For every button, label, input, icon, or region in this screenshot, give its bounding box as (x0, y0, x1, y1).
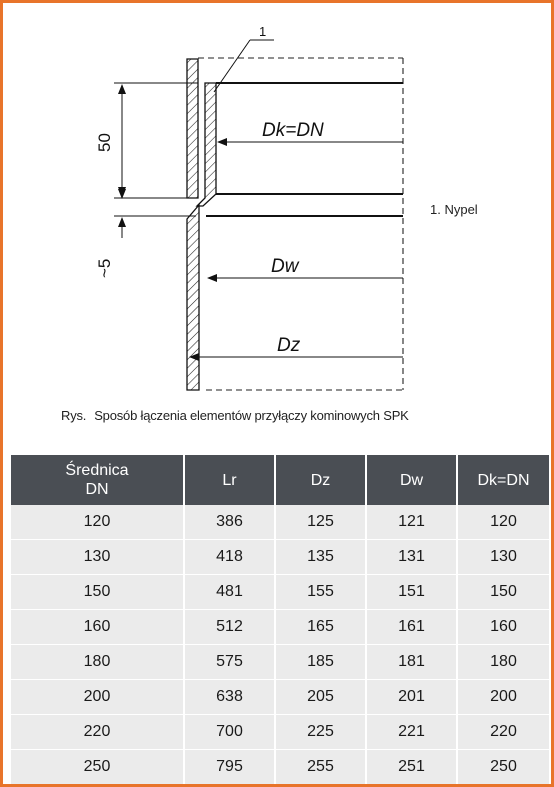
connection-diagram (6, 6, 554, 446)
header-dz: Dz (276, 455, 367, 505)
header-diameter-dn (11, 455, 185, 505)
callout-leader (214, 40, 274, 92)
cell-dk: 160 (458, 609, 549, 644)
cell-dk: 150 (458, 574, 549, 609)
cell-dz: 155 (276, 574, 367, 609)
dimension-50-label: 50 (95, 133, 114, 152)
cell-dn: 180 (11, 644, 185, 679)
caption-prefix: Rys. (61, 408, 87, 423)
table-row (11, 644, 549, 679)
cell-dn: 250 (11, 749, 185, 784)
cell-lr: 700 (185, 714, 276, 749)
cell-lr: 795 (185, 749, 276, 784)
cell-dn: 200 (11, 679, 185, 714)
cell-dn: 220 (11, 714, 185, 749)
callout-number: 1 (259, 24, 267, 39)
cell-dk: 180 (458, 644, 549, 679)
cell-dn: 150 (11, 574, 185, 609)
cell-dw: 131 (367, 539, 458, 574)
cell-dk: 200 (458, 679, 549, 714)
cell-dk: 220 (458, 714, 549, 749)
dimension-lines (114, 83, 198, 238)
cell-dw: 221 (367, 714, 458, 749)
cell-dz: 125 (276, 505, 367, 539)
lower-dashed-outline (206, 208, 403, 390)
outer-pipe-wall (187, 59, 198, 198)
legend-nypel: 1. Nypel (430, 202, 478, 217)
cell-dk: 250 (458, 749, 549, 784)
cell-dz: 165 (276, 609, 367, 644)
figure-caption (61, 408, 409, 423)
cell-dw: 161 (367, 609, 458, 644)
cell-dn: 130 (11, 539, 185, 574)
dk-dn-label: Dk=DN (262, 120, 324, 141)
cell-lr: 386 (185, 505, 276, 539)
pipe-edges (206, 83, 403, 216)
cell-dk: 130 (458, 539, 549, 574)
header-dn-label: DN (85, 481, 109, 498)
cell-dz: 255 (276, 749, 367, 784)
cell-dz: 135 (276, 539, 367, 574)
cell-lr: 512 (185, 609, 276, 644)
header-dk-dn: Dk=DN (458, 455, 549, 505)
cell-lr: 575 (185, 644, 276, 679)
cell-dz: 185 (276, 644, 367, 679)
header-lr: Lr (185, 455, 276, 505)
cell-dz: 205 (276, 679, 367, 714)
cell-lr: 418 (185, 539, 276, 574)
table-header-row (11, 455, 549, 505)
dw-label: Dw (271, 256, 299, 277)
cell-dw: 181 (367, 644, 458, 679)
table-row (11, 609, 549, 644)
dz-label: Dz (277, 335, 301, 356)
header-diameter-label: Średnica (65, 462, 129, 479)
nipple-wall (197, 83, 216, 206)
cell-dn: 120 (11, 505, 185, 539)
cell-lr: 481 (185, 574, 276, 609)
table-row (11, 749, 549, 784)
dimensions-table (11, 455, 549, 784)
cell-lr: 638 (185, 679, 276, 714)
lower-pipe-wall (187, 205, 199, 390)
cell-dw: 121 (367, 505, 458, 539)
cell-dw: 251 (367, 749, 458, 784)
header-dw: Dw (367, 455, 458, 505)
dimension-5-label: ~5 (95, 258, 114, 278)
table-row (11, 714, 549, 749)
cell-dk: 120 (490, 513, 517, 530)
table-row (11, 505, 549, 539)
cell-dw: 201 (367, 679, 458, 714)
table-row (11, 679, 549, 714)
table-row (11, 574, 549, 609)
cell-dn: 160 (11, 609, 185, 644)
cell-dz: 225 (276, 714, 367, 749)
caption-text: Sposób łączenia elementów przyłączy kominowych SPK (94, 408, 409, 423)
table-row (11, 539, 549, 574)
diameter-arrows (190, 142, 403, 357)
cell-dw: 151 (367, 574, 458, 609)
